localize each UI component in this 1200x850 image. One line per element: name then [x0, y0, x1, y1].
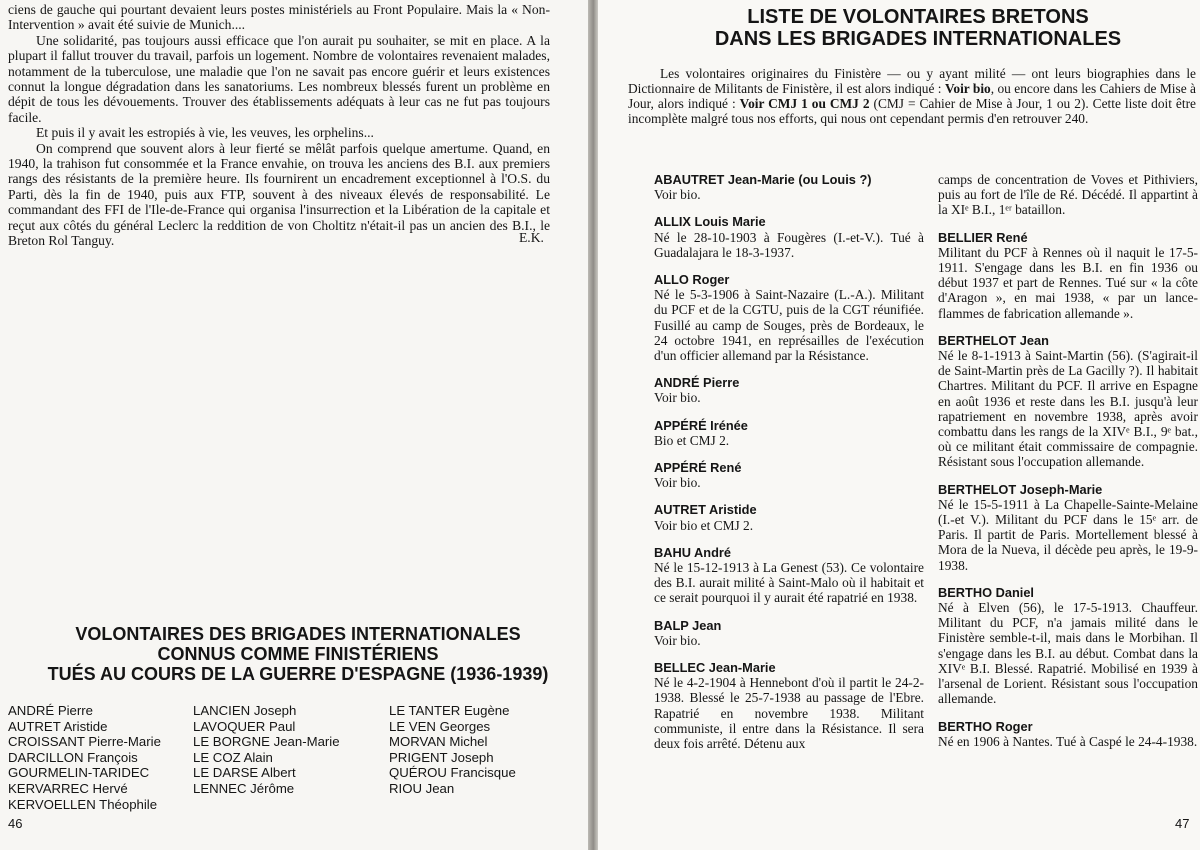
- volunteer-entry: [938, 230, 1198, 321]
- entry-text: Né le 15-5-1911 à La Chapelle-Sainte-Melaine (I.-et V.). Militant du PCF dans le 15ᵉ arr. de Paris. Il partit de Paris. Mortellement blessé à Mora de la Nueva, il décède peu après, le 19-9-1938.: [938, 496, 1198, 573]
- volunteer-name: KERVARREC Hervé: [8, 780, 128, 796]
- volunteer-name: LAVOQUER Paul: [193, 718, 296, 734]
- entry-text: Né le 28-10-1903 à Fougères (I.-et-V.). Tué à Guadalajara le 18-3-1937.: [654, 229, 924, 260]
- volunteer-name: LE BORGNE Jean-Marie: [193, 734, 340, 750]
- volunteer-name: KERVOELLEN Théophile: [8, 796, 158, 812]
- names-column-1: [8, 703, 161, 812]
- page-number: 47: [1175, 816, 1190, 831]
- memorial-title: [8, 624, 588, 684]
- volunteer-entry: [654, 172, 924, 202]
- entry-text: Bio et CMJ 2.: [654, 432, 730, 448]
- names-column-2: [193, 703, 340, 797]
- entry-text: Né le 5-3-1906 à Saint-Nazaire (L.-A.). Militant du PCF et de la CGTU, puis de la CGT réunifiée. Fusillé au camp de Souges, près de Bordeaux, le 24 octobre 1941, en représailles de l'exécution d'un officier allemand par la Résistance.: [654, 287, 924, 364]
- entry-name: BELLEC Jean-Marie: [654, 660, 776, 676]
- volunteer-entry: [938, 719, 1198, 749]
- volunteer-name: LE VEN Georges: [389, 718, 491, 734]
- volunteer-name: LE DARSE Albert: [193, 765, 296, 781]
- memorial-title-line: VOLONTAIRES DES BRIGADES INTERNATIONALES: [75, 624, 521, 644]
- volunteer-name: QUÉROU Francisque: [389, 765, 516, 781]
- entry-text: Voir bio et CMJ 2.: [654, 517, 754, 533]
- volunteer-name: LE COZ Alain: [193, 749, 273, 765]
- volunteer-entry: [938, 333, 1198, 470]
- lead-paragraph: [628, 66, 1196, 126]
- memorial-title-line: CONNUS COMME FINISTÉRIENS: [157, 644, 439, 664]
- volunteer-name: DARCILLON François: [8, 749, 138, 765]
- entry-text: Né le 4-2-1904 à Hennebont d'où il partit le 24-2-1938. Blessé le 25-7-1938 au passage de l'Ebre. Rapatrié en novembre 1938. Militant communiste, il entre dans la Résistance. Il sera deux fois arrêté. Détenu aux: [654, 675, 924, 752]
- lead-emphasis: Voir CMJ 1 ou CMJ 2: [739, 96, 870, 111]
- entry-name: BALP Jean: [654, 617, 722, 633]
- entry-text: Voir bio.: [654, 475, 701, 491]
- volunteer-name: RIOU Jean: [389, 780, 455, 796]
- volunteer-name: GOURMELIN-TARIDEC: [8, 765, 150, 781]
- lead-emphasis: Voir bio: [944, 81, 991, 96]
- volunteer-entry: [654, 418, 924, 448]
- volunteer-entry-continued: [938, 172, 1198, 218]
- volunteer-entry: [938, 585, 1198, 707]
- lead-text: [628, 66, 1196, 126]
- volunteer-name: PRIGENT Joseph: [389, 749, 494, 765]
- volunteer-name: LE TANTER Eugène: [389, 703, 510, 718]
- intro-paragraph: ciens de gauche qui pourtant devaient leurs postes ministériels au Front Populaire. Mais la « Non-Intervention » avait été suivie de Munich....: [8, 2, 550, 33]
- entry-text: Militant du PCF à Rennes où il naquit le 17-5-1911. S'engage dans les B.I. en fin 1936 ou début 1937 et part de Rennes. Tué sur « la côte d'Aragon », en mai 1938, « par un lance-flammes de fabrication allemande ».: [938, 244, 1198, 321]
- lead-part: , ou encore dans les Cahiers de Mise à Jour, alors indiqué :: [628, 81, 1196, 111]
- volunteer-entry: [654, 214, 924, 260]
- entry-text: Né en 1906 à Nantes. Tué à Caspé le 24-4-1938.: [938, 733, 1198, 749]
- intro-paragraph: Et puis il y avait les estropiés à vie, les veuves, les orphelins...: [36, 125, 374, 141]
- entry-name: ALLIX Louis Marie: [654, 214, 766, 230]
- entry-name: APPÉRÉ René: [654, 460, 742, 476]
- lead-part: (CMJ = Cahier de Mise à Jour, 1 ou 2). Cette liste doit être incomplète malgré tous nos efforts, qui nous ont cependant permis d'en retrouver 240.: [628, 96, 1196, 126]
- entry-name: ANDRÉ Pierre: [654, 375, 740, 391]
- volunteer-entry: [654, 460, 924, 490]
- memorial-title-line: TUÉS AU COURS DE LA GUERRE D'ESPAGNE (1936-1939): [47, 664, 549, 684]
- page-title-line: LISTE DE VOLONTAIRES BRETONS: [747, 6, 1089, 28]
- volunteer-name: CROISSANT Pierre-Marie: [8, 734, 161, 750]
- volunteer-name: LANCIEN Joseph: [193, 703, 297, 718]
- entry-name: BERTHO Roger: [938, 718, 1033, 734]
- volunteer-entry: [654, 618, 924, 648]
- volunteer-entry: [654, 375, 924, 405]
- page-number: 46: [8, 816, 23, 831]
- entry-text: camps de concentration de Voves et Pithiviers, puis au fort de l'île de Ré. Décédé. Il appartint à la XIᵉ B.I., 1ᵉʳ bataillon.: [938, 172, 1198, 218]
- entry-text: Né le 8-1-1913 à Saint-Martin (56). (S'agirait-il de Saint-Martin près de La Gacilly ?). Il habitait Chartres. Militant du PCF. Il arrive en Espagne en août 1936 et reste dans les B.I. jusqu'à leur rapatriement en novembre 1938, après avoir combattu dans les rangs de la XIVᵉ B.I., 9ᵉ bat., où ce militant était commissaire de compagnie. Résistant sous l'occupation allemande.: [938, 348, 1198, 470]
- entry-name: ABAUTRET Jean-Marie (ou Louis ?): [654, 172, 872, 187]
- entry-name: BERTHELOT Joseph-Marie: [938, 481, 1103, 497]
- entry-text: Voir bio.: [654, 390, 701, 406]
- entry-name: ALLO Roger: [654, 272, 730, 288]
- volunteer-name: ANDRÉ Pierre: [8, 703, 94, 718]
- entry-text: Né le 15-12-1913 à La Genest (53). Ce volontaire des B.I. aurait milité à Saint-Malo où il habitait et ce serait pourquoi il y aurait été rapatrié en 1938.: [654, 560, 924, 606]
- author-signature: E.K.: [519, 230, 544, 245]
- names-column-3: [389, 703, 516, 797]
- page-title: [638, 6, 1198, 50]
- volunteer-entry: [938, 482, 1198, 573]
- entry-name: BERTHO Daniel: [938, 584, 1034, 600]
- volunteer-entry: [654, 502, 924, 532]
- entry-text: Voir bio.: [654, 632, 701, 648]
- entry-name: BERTHELOT Jean: [938, 332, 1049, 348]
- entry-name: BELLIER René: [938, 229, 1028, 245]
- entry-text: Voir bio.: [654, 187, 701, 203]
- volunteer-name: AUTRET Aristide: [8, 718, 108, 734]
- volunteer-name: MORVAN Michel: [389, 734, 488, 750]
- entry-name: AUTRET Aristide: [654, 502, 757, 518]
- right-page: [598, 0, 1200, 850]
- intro-text: [8, 2, 550, 249]
- lead-part: Les volontaires originaires du Finistère — ou y ayant milité — ont leurs biographies dans le Dictionnaire de Militants de Finistère, il est alors indiqué :: [628, 66, 1196, 96]
- intro-paragraph: On comprend que souvent alors à leur fierté se mêlât parfois quelque amertume. Quand, en 1940, la trahison fut consommée et la France envahie, on trouva les anciens des B.I. aux premiers rangs des résistants de la première heure. Ils fournirent un encadrement exceptionnel à l'O.S. du Parti, dès la fin de 1940, puis aux FTP, souvent à des niveaux élevés de responsabilité. Le commandant des FFI de l'Ile-de-France qui organisa l'insurrection et la Libération de la capitale et reçut aux côtés du général Leclerc la reddition de von Choltitz n'était-il pas un ancien des B.I., le Breton Rol Tanguy.: [8, 140, 550, 249]
- entry-name: APPÉRÉ Irénée: [654, 417, 748, 433]
- volunteer-entry: [654, 545, 924, 606]
- entry-name: BAHU André: [654, 544, 732, 560]
- page-title-line: DANS LES BRIGADES INTERNATIONALES: [714, 28, 1122, 50]
- volunteer-name: LENNEC Jérôme: [193, 780, 295, 796]
- volunteer-entry: [654, 660, 924, 751]
- entry-text: Né à Elven (56), le 17-5-1913. Chauffeur. Militant du PCF, n'a jamais milité dans le Finistère semble-t-il, mais dans le Morbihan. Il s'engage dans les B.I. au début. Combat dans la XIVᵉ B.I. Blessé. Rapatrié. Mobilisé en 1939 à l'arsenal de Lorient. Résistant sous l'occupation allemande.: [938, 600, 1198, 707]
- volunteer-entry: [654, 272, 924, 363]
- left-page: [0, 0, 590, 850]
- entries-column-left: [654, 172, 924, 763]
- intro-paragraph: Une solidarité, pas toujours aussi efficace que l'on aurait pu souhaiter, se mit en place. A la plupart il fallut trouver du travail, parfois un logement. Nombre de volontaires revenaient malades, notamment de la tuberculose, une maladie que l'on ne savait pas encore guérir et leurs existences connut la longue dégradation dans les sanatoriums. Les nombreux blessés furent un problème en dépit de tous les dévouements. Trouver des établissements adéquats à leur cas ne fut pas toujours facile.: [8, 32, 550, 125]
- entries-column-right: [938, 172, 1198, 761]
